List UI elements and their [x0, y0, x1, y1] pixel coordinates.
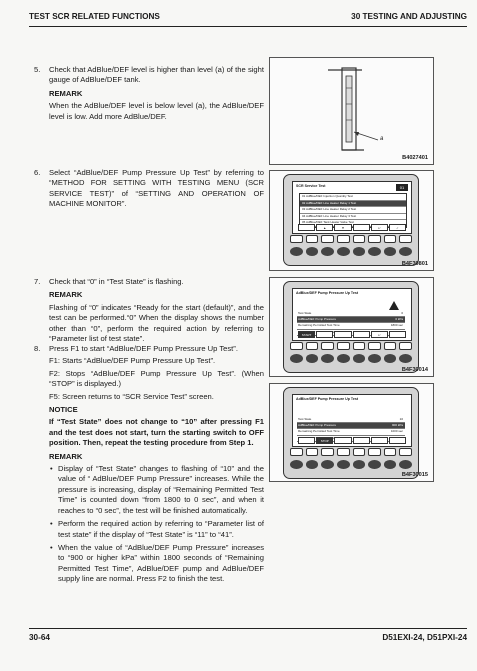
menu-item: 04 AdBlue/DEF Line Heater Relay 3 Test [300, 214, 406, 221]
page-header [29, 12, 467, 24]
remark-list [49, 464, 264, 584]
screen-title: SCR Service Test [296, 184, 326, 188]
step-text: Press F1 to start “AdBlue/DEF Pump Pressure Up Test”. [49, 344, 238, 353]
machine-monitor [283, 387, 419, 479]
notice-text: If “Test State” does not change to “10” after pressing F1 and the test does not start, turn the starting switch to OFF position. Then, repeat the testing procedure from Step 1. [49, 417, 264, 448]
machine-monitor [283, 174, 419, 266]
table-row: AdBlue/DEF Pump Pressure 0 kPa [297, 317, 405, 323]
table-row: Test State 0 [297, 311, 405, 317]
step-number: 5. [34, 65, 41, 74]
f6-key: ✓ [389, 224, 406, 231]
chapter-title: 30 TESTING AND ADJUSTING [351, 12, 467, 21]
step-6 [34, 168, 264, 212]
menu-item-selected: 02 AdBlue/DEF Line Heater Relay 1 Test [300, 201, 406, 208]
figure-code: B4F30801 [401, 261, 428, 267]
figure-pressure-up-running [269, 383, 434, 482]
list-item: • Display of “Test State” changes to flashing of “10” and the value of “ AdBlue/DEF Pump Pressure” increases. While the pressure is increasing, display of “Remaining Permitted Test Time” is counted down “from 1800 to 0 sec”, and when it reaches to “0 sec”, the test will be finished automatically. [49, 464, 264, 516]
menu-item: 01 AdBlue/DEF Injection Quantity Test [300, 194, 406, 201]
step-8 [34, 344, 264, 588]
figure-code: B4F30014 [401, 367, 428, 373]
step-text: Select “AdBlue/DEF Pump Pressure Up Test” by referring to “METHOD FOR SETTING WITH TESTING MENU (SCR SERVICE TEST)” of “SETTING AND OPERATION OF MACHINE MONITOR”. [49, 168, 264, 209]
warning-icon [389, 301, 399, 310]
footer-rule [29, 628, 467, 629]
header-rule [29, 26, 467, 27]
f5-key [371, 437, 388, 444]
monitor-buttons-row [290, 448, 412, 456]
remark-heading: REMARK [49, 88, 83, 98]
f2-key [316, 331, 333, 338]
f1-description: F1: Starts “AdBlue/DEF Pump Pressure Up Test”. [49, 356, 216, 366]
remark-heading: REMARK [49, 451, 83, 461]
table-row: Remaining Permitted Test Time 1000 sec [297, 429, 405, 435]
f6-key [389, 437, 406, 444]
step-5 [34, 65, 264, 124]
monitor-switches-row [290, 354, 412, 363]
monitor-buttons-row [290, 342, 412, 350]
screen-title: AdBlue/DEF Pump Pressure Up Test [296, 397, 359, 401]
page-number: 30-64 [29, 633, 50, 642]
figure-code: B4027401 [402, 155, 428, 161]
test-menu [299, 193, 407, 228]
f5-back-key: ↩ [371, 331, 388, 338]
step-text: Check that AdBlue/DEF level is higher than level (a) of the sight gauge of AdBlue/DEF tank. [49, 65, 264, 85]
step-number: 8. [34, 344, 41, 353]
remark-heading: REMARK [49, 290, 83, 300]
screen-title: AdBlue/DEF Pump Pressure Up Test [296, 291, 359, 295]
f2-stop-key: STOP [316, 437, 333, 444]
f1-start-key: START [298, 331, 315, 338]
figure-sight-gauge [269, 57, 434, 165]
callout-a: a [380, 136, 384, 142]
function-key-bar [298, 331, 406, 338]
f3-key [334, 331, 351, 338]
remark-text: When the AdBlue/DEF level is below level (a), the AdBlue/DEF level is low. Add more AdBlue/DEF. [49, 101, 264, 121]
monitor-buttons-row [290, 235, 412, 243]
screen-badge: 01 [396, 184, 408, 191]
remark-text: Flashing of “0” indicates “Ready for the start (default)”, and the test can be performed.“0” When the display shows the number other than “0”, perform the required action by referring to “Parameter list of test state”. [49, 302, 264, 344]
table-row: Test State 10 [297, 417, 405, 423]
step-7 [34, 277, 264, 346]
menu-item: 03 AdBlue/DEF Line Heater Relay 2 Test [300, 207, 406, 214]
f2-description: F2: Stops “AdBlue/DEF Pump Pressure Up Test”. (When “STOP” is displayed.) [49, 368, 264, 389]
f2-key: ▲ [316, 224, 333, 231]
f3-key: ▼ [334, 224, 351, 231]
notice-heading: NOTICE [49, 405, 78, 415]
f1-key [298, 437, 315, 444]
figure-code: B4F30015 [401, 472, 428, 478]
machine-monitor [283, 281, 419, 373]
f5-key: ↩ [371, 224, 388, 231]
step-text: Check that “0” in “Test State” is flashing. [49, 277, 184, 286]
step-number: 6. [34, 168, 41, 177]
model-name: D51EXI-24, D51PXI-24 [382, 633, 467, 642]
table-row: Remaining Permitted Test Time 1800 sec [297, 323, 405, 329]
list-item: • Perform the required action by referring to “Parameter list of test state” if the display of “Test State” is “11” to “41”. [49, 519, 264, 540]
monitor-switches-row [290, 460, 412, 469]
f4-key [353, 331, 370, 338]
monitor-screen [292, 181, 412, 234]
f4-key [353, 437, 370, 444]
f5-description: F5: Screen returns to “SCR Service Test” screen. [49, 391, 214, 401]
f1-key [298, 224, 315, 231]
sight-gauge-drawing [270, 58, 433, 164]
function-key-bar [298, 224, 406, 231]
f3-key [334, 437, 351, 444]
f6-key [389, 331, 406, 338]
monitor-screen [292, 394, 412, 447]
f4-key [353, 224, 370, 231]
figure-pressure-up-ready [269, 277, 434, 377]
menu-item: 05 AdBlue/DEF Tank Heater Valve Test [300, 220, 406, 227]
monitor-screen [292, 288, 412, 341]
section-title: TEST SCR RELATED FUNCTIONS [29, 12, 160, 21]
list-item: • When the value of “AdBlue/DEF Pump Pressure” increases to “900 or higher kPa” within 1800 seconds of “Remaining Permitted Test Time”, AdBlue/DEF pump and AdBlue/DEF supply line are normal. Press F2 to finish the test. [49, 543, 264, 585]
monitor-switches-row [290, 247, 412, 256]
figure-scr-service-test [269, 170, 434, 271]
table-row: AdBlue/DEF Pump Pressure 900 kPa [297, 423, 405, 429]
step-number: 7. [34, 277, 41, 286]
function-key-bar [298, 437, 406, 444]
